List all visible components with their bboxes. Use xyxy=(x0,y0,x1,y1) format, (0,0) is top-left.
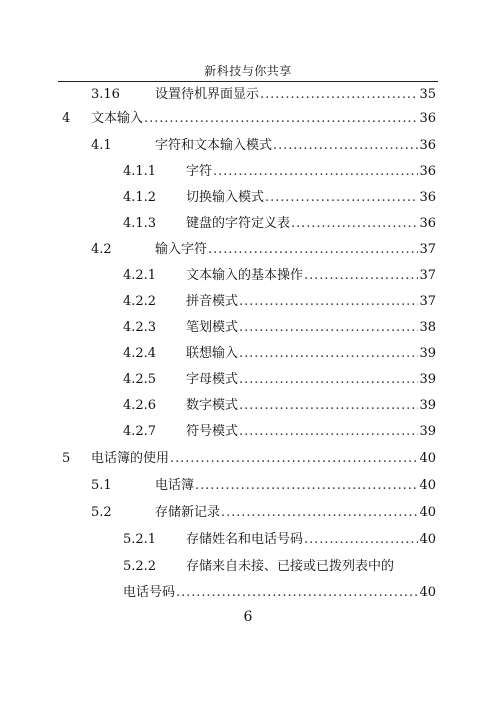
toc-entry-page: 37 xyxy=(419,294,436,309)
toc-entry[interactable] xyxy=(0,239,496,261)
toc-entry[interactable] xyxy=(0,84,496,106)
toc-entry-number: 5 xyxy=(62,451,71,466)
toc-entry-page: 39 xyxy=(419,346,436,361)
toc-entry-number: 4.1.3 xyxy=(123,216,157,231)
toc-leader-dots xyxy=(304,529,418,551)
toc-entry[interactable] xyxy=(0,529,496,551)
toc-leader-dots xyxy=(176,582,418,604)
toc-entry-page: 36 xyxy=(419,164,436,179)
toc-entry-number: 4 xyxy=(62,111,71,126)
toc-leader-dots xyxy=(239,291,418,313)
toc-entry-title: 数字模式 xyxy=(186,398,239,413)
toc-entry[interactable] xyxy=(0,135,496,157)
toc-entry[interactable] xyxy=(0,265,496,287)
toc-entry-page: 36 xyxy=(419,216,436,231)
running-header: 新科技与你共享 xyxy=(204,64,292,78)
toc-leader-dots xyxy=(170,448,418,470)
toc-entry[interactable] xyxy=(0,369,496,391)
toc-entry-number: 4.1 xyxy=(91,138,112,153)
toc-entry[interactable] xyxy=(0,475,496,497)
toc-entry[interactable] xyxy=(0,343,496,365)
toc-entry-title: 电话号码 xyxy=(123,585,176,600)
toc-leader-dots xyxy=(291,213,418,235)
toc-entry-number: 5.1 xyxy=(91,478,112,493)
toc-entry[interactable] xyxy=(0,187,496,209)
toc-entry-number: 3.16 xyxy=(91,87,120,102)
toc-entry-number: 4.2.2 xyxy=(123,294,157,309)
toc-entry-title: 字符和文本输入模式 xyxy=(155,138,273,153)
toc-leader-dots xyxy=(260,84,418,106)
page-number: 6 xyxy=(243,609,253,625)
header-rule xyxy=(58,81,438,82)
toc-entry-number: 4.2.7 xyxy=(123,424,157,439)
toc-entry[interactable] xyxy=(0,502,496,524)
toc-entry[interactable] xyxy=(0,108,496,130)
toc-entry-page: 36 xyxy=(419,138,436,153)
toc-entry[interactable] xyxy=(0,395,496,417)
toc-entry-page: 40 xyxy=(419,532,436,547)
toc-entry-number: 4.1.1 xyxy=(123,164,157,179)
toc-leader-dots xyxy=(239,395,418,417)
toc-entry-page: 40 xyxy=(419,451,436,466)
toc-entry-page: 38 xyxy=(419,320,436,335)
toc-entry[interactable] xyxy=(0,161,496,183)
toc-leader-dots xyxy=(239,421,418,443)
toc-entry-number: 4.2.5 xyxy=(123,372,157,387)
toc-entry-number: 5.2.2 xyxy=(123,559,157,574)
toc-entry-title: 存储新记录 xyxy=(155,505,221,520)
toc-entry-title: 文本输入的基本操作 xyxy=(186,268,304,283)
toc-entry-title: 字母模式 xyxy=(186,372,239,387)
toc-entry-title: 存储姓名和电话号码 xyxy=(186,532,304,547)
toc-entry-page: 39 xyxy=(419,398,436,413)
toc-entry[interactable] xyxy=(0,213,496,235)
toc-leader-dots xyxy=(195,475,418,497)
toc-entry-page: 39 xyxy=(419,372,436,387)
toc-entry-page: 36 xyxy=(419,111,436,126)
toc-entry-number: 4.1.2 xyxy=(123,190,157,205)
toc-leader-dots xyxy=(208,239,418,261)
toc-entry-number: 5.2.1 xyxy=(123,532,157,547)
toc-entry-page: 35 xyxy=(419,87,436,102)
toc-entry-number: 4.2 xyxy=(91,242,112,257)
toc-leader-dots xyxy=(273,135,418,157)
toc-entry-page: 40 xyxy=(419,478,436,493)
toc-leader-dots xyxy=(239,343,418,365)
toc-entry-title: 拼音模式 xyxy=(186,294,239,309)
toc-entry[interactable] xyxy=(0,448,496,470)
toc-leader-dots xyxy=(304,265,418,287)
toc-entry-number: 4.2.6 xyxy=(123,398,157,413)
toc-entry-page: 37 xyxy=(419,242,436,257)
toc-entry-page: 36 xyxy=(419,190,436,205)
toc-entry-title: 存储来自未接、已接或已拨列表中的 xyxy=(186,559,395,574)
toc-entry-title: 键盘的字符定义表 xyxy=(186,216,291,231)
toc-entry-page: 40 xyxy=(419,585,436,600)
toc-leader-dots xyxy=(213,161,418,183)
toc-entry-number: 4.2.4 xyxy=(123,346,157,361)
toc-entry-page: 40 xyxy=(419,505,436,520)
toc-entry-title: 文本输入 xyxy=(91,111,144,126)
toc-entry-title: 切换输入模式 xyxy=(186,190,265,205)
toc-leader-dots xyxy=(239,369,418,391)
toc-entry-title: 设置待机界面显示 xyxy=(155,87,260,102)
toc-entry-title: 联想输入 xyxy=(186,346,239,361)
toc-leader-dots xyxy=(265,187,418,209)
toc-entry-number: 4.2.1 xyxy=(123,268,157,283)
toc-entry-title: 输入字符 xyxy=(155,242,208,257)
toc-entry-continuation[interactable] xyxy=(0,582,496,604)
toc-entry-page: 37 xyxy=(419,268,436,283)
toc-leader-dots xyxy=(239,317,418,339)
toc-leader-dots xyxy=(221,502,418,524)
toc-entry[interactable] xyxy=(0,421,496,443)
toc-entry-page: 39 xyxy=(419,424,436,439)
toc-leader-dots xyxy=(144,108,418,130)
toc-entry-title: 符号模式 xyxy=(186,424,239,439)
toc-entry-title: 笔划模式 xyxy=(186,320,239,335)
toc-entry[interactable] xyxy=(0,556,496,578)
toc-entry-title: 电话簿的使用 xyxy=(91,451,170,466)
toc-entry-number: 4.2.3 xyxy=(123,320,157,335)
toc-entry-title: 电话簿 xyxy=(155,478,195,493)
toc-entry-number: 5.2 xyxy=(91,505,112,520)
toc-entry[interactable] xyxy=(0,291,496,313)
toc-entry[interactable] xyxy=(0,317,496,339)
toc-entry-title: 字符 xyxy=(186,164,213,179)
